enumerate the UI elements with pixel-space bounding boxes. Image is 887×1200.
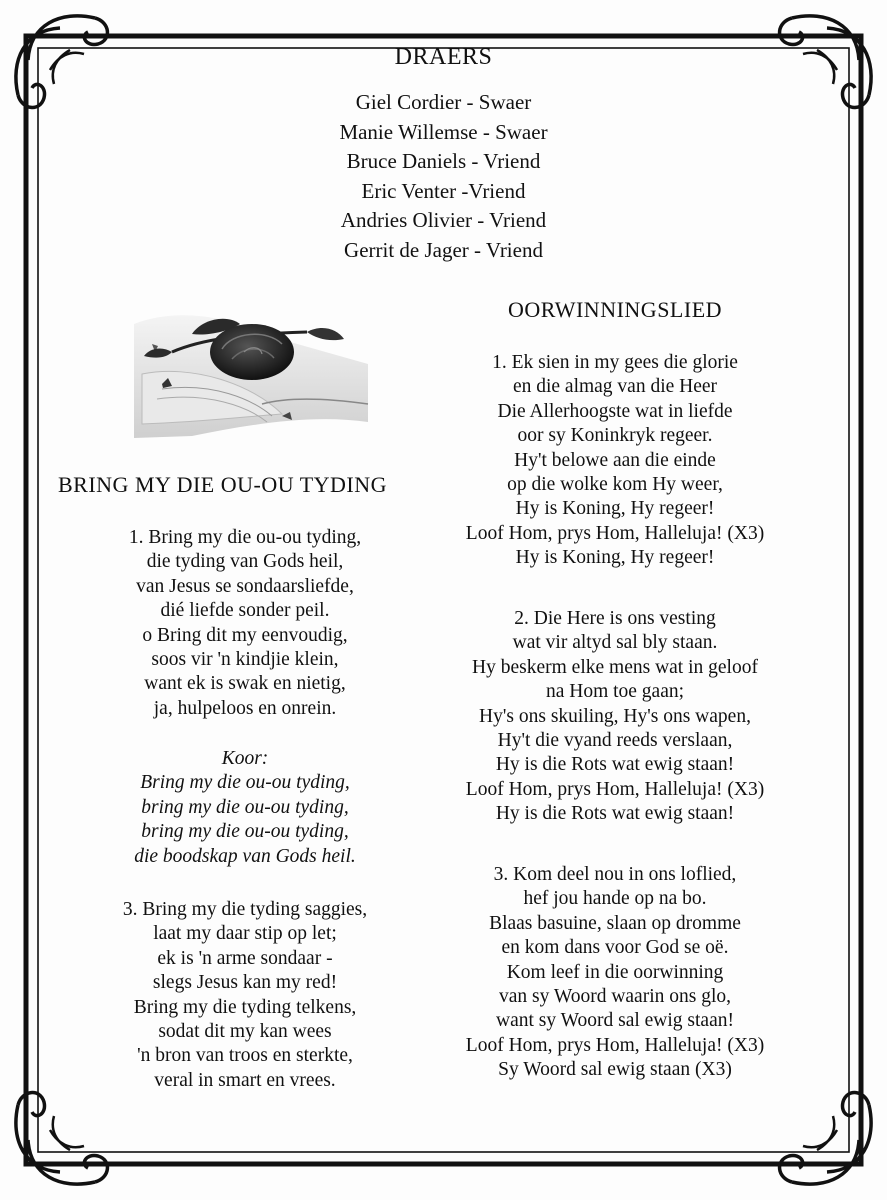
pallbearer-name: Gerrit de Jager - Vriend (344, 237, 543, 262)
rose-on-bible-image (132, 304, 370, 438)
oorwinning-hymn-title: OORWINNINGSLIED (507, 297, 723, 322)
verse-line: ja, hulpeloos en onrein. (153, 697, 337, 719)
verse-line: sodat dit my kan wees (158, 1021, 332, 1043)
verse-line: Hy is Koning, Hy regeer! (515, 498, 715, 520)
verse-line: Die Allerhoogste wat in liefde (497, 400, 733, 422)
verse-line: o Bring dit my eenvoudig, (142, 624, 348, 646)
chorus-label: Koor: (221, 748, 269, 769)
verse-line: ek is 'n arme sondaar - (157, 947, 333, 969)
verse-line: dié liefde sonder peil. (160, 600, 330, 622)
draers-title: DRAERS (394, 44, 493, 70)
verse-line: 2. Die Here is ons vesting (514, 608, 716, 629)
verse-line: 1. Ek sien in my gees die glorie (492, 352, 738, 373)
verse-line: Hy beskerm elke mens wat in geloof (472, 656, 758, 678)
verse-line: die tyding van Gods heil, (146, 551, 344, 573)
corner-ornament-bottom-right (780, 1093, 872, 1185)
verse-line: Hy is die Rots wat ewig staan! (495, 803, 735, 825)
oorwinning-verse-2 (440, 607, 790, 827)
verse-line: want sy Woord sal ewig staan! (496, 1010, 734, 1032)
oorwinning-verse-1 (440, 351, 790, 571)
verse-line: en die almag van die Heer (512, 376, 718, 398)
verse-line: Blaas basuine, slaan op dromme (489, 912, 741, 934)
verse-line: wat vir altyd sal bly staan. (512, 632, 718, 654)
bring-verse-3 (90, 898, 400, 1093)
verse-line: Hy is Koning, Hy regeer! (515, 547, 715, 569)
verse-line: Loof Hom, prys Hom, Halleluja! (X3) (465, 778, 765, 800)
verse-line: slegs Jesus kan my red! (152, 972, 338, 994)
pallbearer-name: Andries Olivier - Vriend (340, 208, 547, 233)
verse-line: 'n bron van troos en sterkte, (137, 1045, 353, 1067)
draers-list (0, 88, 887, 266)
verse-line: 3. Kom deel nou in ons loflied, (493, 864, 737, 885)
pallbearer-name: Eric Venter -Vriend (361, 178, 526, 203)
verse-line: Loof Hom, prys Hom, Halleluja! (X3) (465, 522, 765, 544)
chorus-line: die boodskap van Gods heil. (134, 845, 356, 867)
bring-hymn-title: BRING MY DIE OU-OU TYDING (58, 472, 388, 497)
verse-line: Hy't belowe aan die einde (514, 449, 716, 471)
pallbearer-name: Bruce Daniels - Vriend (346, 149, 541, 174)
verse-line: Hy's ons skuiling, Hy's ons wapen, (479, 705, 751, 727)
verse-line: 3. Bring my die tyding saggies, (122, 899, 368, 920)
verse-line: na Hom toe gaan; (545, 681, 685, 703)
verse-line: Sy Woord sal ewig staan (X3) (498, 1059, 732, 1081)
pallbearer-name: Giel Cordier - Swaer (355, 90, 532, 114)
verse-line: Kom leef in die oorwinning (506, 961, 724, 983)
oorwinning-verse-3 (440, 863, 790, 1083)
verse-line: en kom dans voor God se oë. (501, 937, 729, 959)
verse-line: op die wolke kom Hy weer, (507, 474, 723, 496)
bring-verse-1 (90, 526, 400, 721)
verse-line: oor sy Koninkryk regeer. (517, 425, 713, 447)
verse-line: 1. Bring my die ou-ou tyding, (128, 527, 362, 548)
verse-line: soos vir 'n kindjie klein, (151, 649, 339, 671)
verse-line: hef jou hande op na bo. (523, 888, 707, 910)
verse-line: Hy is die Rots wat ewig staan! (495, 754, 735, 776)
chorus-line: Bring my die ou-ou tyding, (140, 772, 350, 794)
corner-ornament-bottom-left (16, 1093, 108, 1185)
bring-chorus (90, 747, 400, 869)
verse-line: want ek is swak en nietig, (144, 673, 346, 695)
chorus-line: bring my die ou-ou tyding, (141, 821, 349, 843)
verse-line: van Jesus se sondaarsliefde, (136, 575, 354, 597)
verse-line: Loof Hom, prys Hom, Halleluja! (X3) (465, 1034, 765, 1056)
chorus-line: bring my die ou-ou tyding, (141, 796, 349, 818)
verse-line: laat my daar stip op let; (153, 923, 337, 945)
pallbearer-name: Manie Willemse - Swaer (339, 119, 548, 144)
verse-line: Hy't die vyand reeds verslaan, (497, 730, 733, 752)
verse-line: veral in smart en vrees. (154, 1069, 336, 1091)
verse-line: Bring my die tyding telkens, (133, 996, 357, 1018)
verse-line: van sy Woord waarin ons glo, (498, 986, 732, 1008)
